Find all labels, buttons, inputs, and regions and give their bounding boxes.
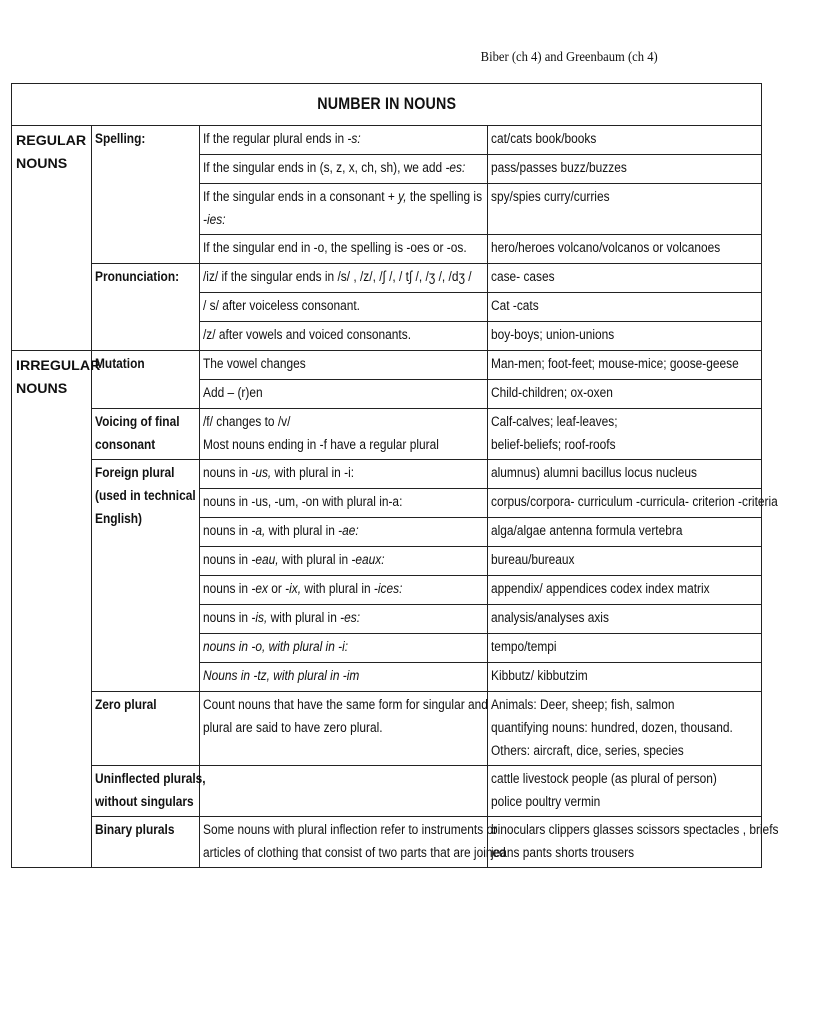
example-cell: binoculars clippers glasses scissors spectacles , briefs jeans pants shorts trousers	[488, 817, 762, 868]
rule-cell: If the singular ends in (s, z, x, ch, sh), we add -es:	[200, 155, 488, 184]
group-label-irregular: IRREGULAR NOUNS	[12, 351, 92, 868]
rule-cell: If the regular plural ends in -s:	[200, 126, 488, 155]
example-cell: tempo/tempi	[488, 634, 762, 663]
example-cell: hero/heroes volcano/volcanos or volcanoes	[488, 235, 762, 264]
example-cell: pass/passes buzz/buzzes	[488, 155, 762, 184]
table-row	[12, 460, 762, 489]
subcategory-uninflected-plurals: Uninflected plurals, without singulars	[92, 766, 200, 817]
subcategory-binary-plurals: Binary plurals	[92, 817, 200, 868]
rule-cell: Count nouns that have the same form for singular and plural are said to have zero plural.	[200, 692, 488, 766]
rule-cell: nouns in -is, with plural in -es:	[200, 605, 488, 634]
rule-cell: /iz/ if the singular ends in /s/ , /z/, /∫ /, / t∫ /, /ʒ /, /dʒ /	[200, 264, 488, 293]
table-row	[12, 409, 762, 460]
table-row	[12, 766, 762, 817]
example-cell: bureau/bureaux	[488, 547, 762, 576]
table-title: NUMBER IN NOUNS	[317, 94, 456, 113]
rule-cell: nouns in -a, with plural in -ae:	[200, 518, 488, 547]
subcategory-foreign-plural: Foreign plural (used in technical English)	[92, 460, 200, 692]
example-cell: alga/algae antenna formula vertebra	[488, 518, 762, 547]
rule-cell	[200, 766, 488, 817]
rule-cell: nouns in -eau, with plural in -eaux:	[200, 547, 488, 576]
rule-cell: nouns in -us, -um, -on with plural in-a:	[200, 489, 488, 518]
table-title-row	[12, 84, 762, 126]
rule-cell: nouns in -ex or -ix, with plural in -ices:	[200, 576, 488, 605]
subcategory-pronunciation: Pronunciation:	[92, 264, 200, 351]
example-cell: corpus/corpora- curriculum -curricula- criterion -criteria	[488, 489, 762, 518]
rule-cell: / s/ after voiceless consonant.	[200, 293, 488, 322]
example-cell: analysis/analyses axis	[488, 605, 762, 634]
group-label-regular: REGULAR NOUNS	[12, 126, 92, 351]
example-cell: spy/spies curry/curries	[488, 184, 762, 235]
table-row	[12, 126, 762, 155]
example-cell: cattle livestock people (as plural of person) police poultry vermin	[488, 766, 762, 817]
example-cell: boy-boys; union-unions	[488, 322, 762, 351]
example-cell: appendix/ appendices codex index matrix	[488, 576, 762, 605]
source-note: Biber (ch 4) and Greenbaum (ch 4)	[480, 50, 658, 65]
table-row	[12, 264, 762, 293]
example-cell: alumnus) alumni bacillus locus nucleus	[488, 460, 762, 489]
rule-cell: nouns in -us, with plural in -i:	[200, 460, 488, 489]
subcategory-voicing: Voicing of final consonant	[92, 409, 200, 460]
example-cell: Kibbutz/ kibbutzim	[488, 663, 762, 692]
rule-cell: Add – (r)en	[200, 380, 488, 409]
subcategory-zero-plural: Zero plural	[92, 692, 200, 766]
example-cell: Man-men; foot-feet; mouse-mice; goose-geese	[488, 351, 762, 380]
example-cell: Child-children; ox-oxen	[488, 380, 762, 409]
table-row	[12, 817, 762, 868]
rule-cell: Some nouns with plural inflection refer to instruments or articles of clothing that consist of two parts that are joined	[200, 817, 488, 868]
example-cell: Cat -cats	[488, 293, 762, 322]
example-cell: case- cases	[488, 264, 762, 293]
rule-cell: If the singular ends in a consonant + y, the spelling is -ies:	[200, 184, 488, 235]
rule-cell: /f/ changes to /v/ Most nouns ending in -f have a regular plural	[200, 409, 488, 460]
rule-cell: If the singular end in -o, the spelling is -oes or -os.	[200, 235, 488, 264]
rule-cell: nouns in -o, with plural in -i:	[200, 634, 488, 663]
subcategory-spelling: Spelling:	[92, 126, 200, 264]
subcategory-mutation: Mutation	[92, 351, 200, 409]
table-row	[12, 351, 762, 380]
number-in-nouns-table	[11, 83, 779, 868]
example-cell: Animals: Deer, sheep; fish, salmon quantifying nouns: hundred, dozen, thousand. Others: aircraft, dice, series, species	[488, 692, 762, 766]
example-cell: cat/cats book/books	[488, 126, 762, 155]
rule-cell: Nouns in -tz, with plural in -im	[200, 663, 488, 692]
table-row	[12, 692, 762, 766]
rule-cell: /z/ after vowels and voiced consonants.	[200, 322, 488, 351]
table-title-cell	[12, 84, 762, 126]
example-cell: Calf-calves; leaf-leaves; belief-beliefs; roof-roofs	[488, 409, 762, 460]
rule-cell: The vowel changes	[200, 351, 488, 380]
